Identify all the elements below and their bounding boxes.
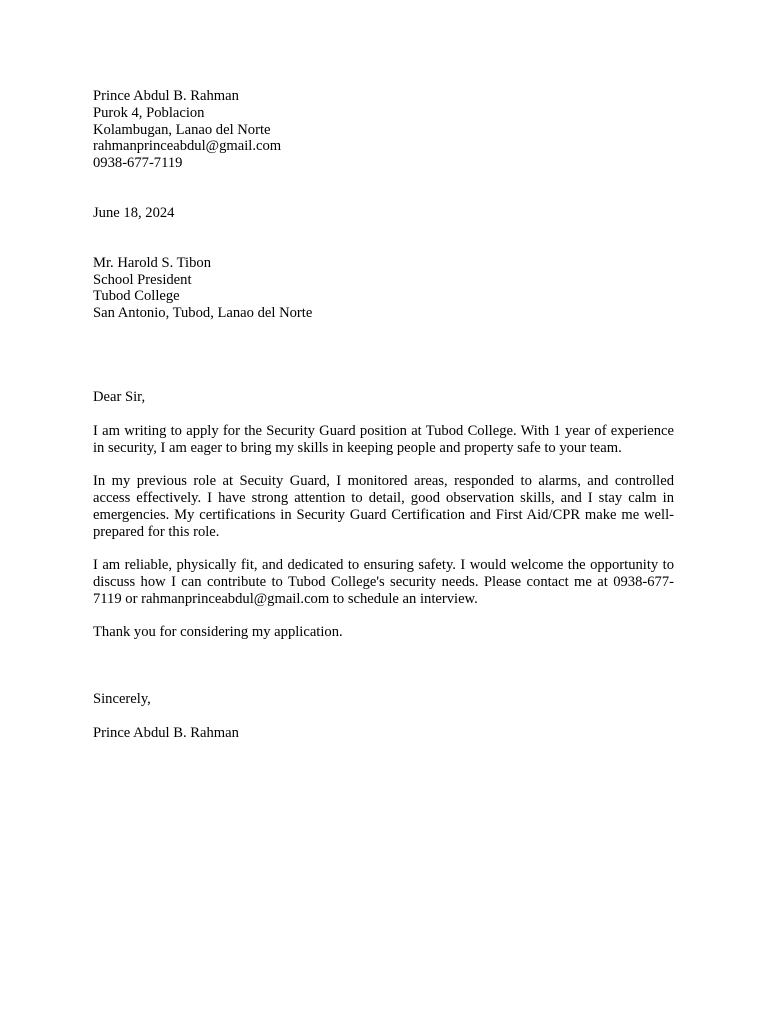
sender-name: Prince Abdul B. Rahman [93, 88, 239, 104]
recipient-name: Mr. Harold S. Tibon [93, 254, 211, 271]
body-paragraph-1: I am writing to apply for the Security Guard position at Tubod College. With 1 year of experience in security, I am eager to bring my skills in keeping people and property safe to your team. [93, 422, 674, 456]
signature-name: Prince Abdul B. Rahman [93, 724, 239, 741]
closing-text: Sincerely, [93, 690, 151, 707]
sender-block [93, 88, 674, 172]
sender-address-line1: Purok 4, Poblacion [93, 104, 205, 121]
closing [93, 691, 674, 708]
closing-spacer [93, 658, 674, 691]
recipient-title: School President [93, 271, 192, 288]
body-paragraph-4: Thank you for considering my application. [93, 624, 343, 641]
date-text: June 18, 2024 [93, 204, 175, 221]
body-paragraph-2: In my previous role at Secuity Guard, I monitored areas, responded to alarms, and controlled access effectively. I have strong attention to detail, good observation skills, and I stay calm in emergencies. My certifications in Security Guard Certification and First Aid/CPR make me well-prepared for this role. [93, 473, 674, 540]
recipient-organization: Tubod College [93, 288, 180, 305]
recipient-block [93, 255, 674, 322]
body-paragraph-3: I am reliable, physically fit, and dedicated to ensuring safety. I would welcome the opportunity to discuss how I can contribute to Tubod College's security needs. Please contact me at 0938-677-7119 or rahmanprinceabdul@gmail.com to schedule an interview. [93, 557, 674, 607]
letter-date [93, 205, 674, 222]
salutation [93, 389, 674, 406]
recipient-address: San Antonio, Tubod, Lanao del Norte [93, 305, 313, 322]
sender-address-line2: Kolambugan, Lanao del Norte [93, 121, 271, 138]
salutation-text: Dear Sir, [93, 388, 146, 405]
sender-email: rahmanprinceabdul@gmail.com [93, 138, 282, 155]
sender-phone: 0938-677-7119 [93, 155, 183, 172]
cover-letter [93, 88, 674, 741]
signature-block [93, 725, 674, 742]
